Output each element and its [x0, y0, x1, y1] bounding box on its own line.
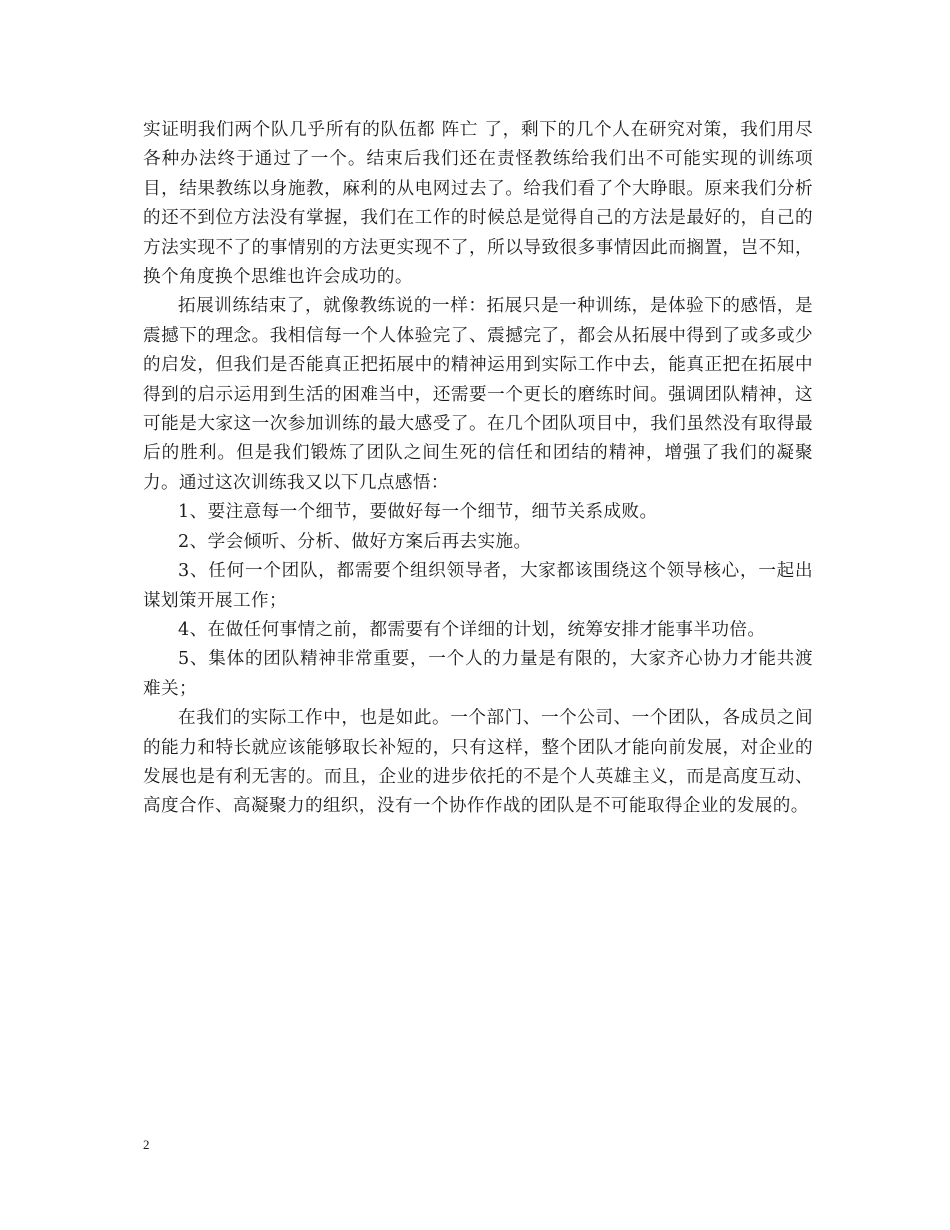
document-body — [143, 116, 813, 822]
paragraph-conclusion: 在我们的实际工作中，也是如此。一个部门、一个公司、一个团队，各成员之间的能力和特长就应该能够取长补短的，只有这样，整个团队才能向前发展，对企业的发展也是有利无害的。而且，企业的进步依托的不是个人英雄主义，而是高度互动、高度合作、高凝聚力的组织，没有一个协作作战的团队是不可能取得企业的发展的。 — [143, 708, 813, 817]
list-item-4: 4、在做任何事情之前，都需要有个详细的计划，统筹安排才能事半功倍。 — [178, 619, 766, 640]
paragraph-1: 实证明我们两个队几乎所有的队伍都 阵亡 了，剩下的几个人在研究对策，我们用尽各种办法终于通过了一个。结束后我们还在责怪教练给我们出不可能实现的训练项目，结果教练以身施教，麻利的从电网过去了。给我们看了个大睁眼。原来我们分析的还不到位方法没有掌握，我们在工作的时候总是觉得自己的方法是最好的，自己的方法实现不了的事情别的方法更实现不了，所以导致很多事情因此而搁置，岂不知，换个角度换个思维也许会成功的。 — [143, 120, 813, 288]
list-item-1: 1、要注意每一个细节，要做好每一个细节，细节关系成败。 — [178, 502, 658, 523]
paragraph-2: 拓展训练结束了，就像教练说的一样：拓展只是一种训练，是体验下的感悟，是震撼下的理念。我相信每一个人体验完了、震撼完了，都会从拓展中得到了或多或少的启发，但我们是否能真正把拓展中的精神运用到实际工作中去，能真正把在拓展中得到的启示运用到生活的困难当中，还需要一个更长的磨练时间。强调团队精神，这可能是大家这一次参加训练的最大感受了。在几个团队项目中，我们虽然没有取得最后的胜利。但是我们锻炼了团队之间生死的信任和团结的精神，增强了我们的凝聚力。通过这次训练我又以下几点感悟： — [143, 296, 813, 493]
list-item-3: 3、任何一个团队，都需要个组织领导者，大家都该围绕这个领导核心，一起出谋划策开展工作； — [143, 561, 813, 611]
page-number: 2 — [143, 1137, 150, 1152]
list-item-5: 5、集体的团队精神非常重要，一个人的力量是有限的，大家齐心协力才能共渡难关； — [143, 649, 813, 699]
list-item-2: 2、学会倾听、分析、做好方案后再去实施。 — [178, 531, 532, 552]
